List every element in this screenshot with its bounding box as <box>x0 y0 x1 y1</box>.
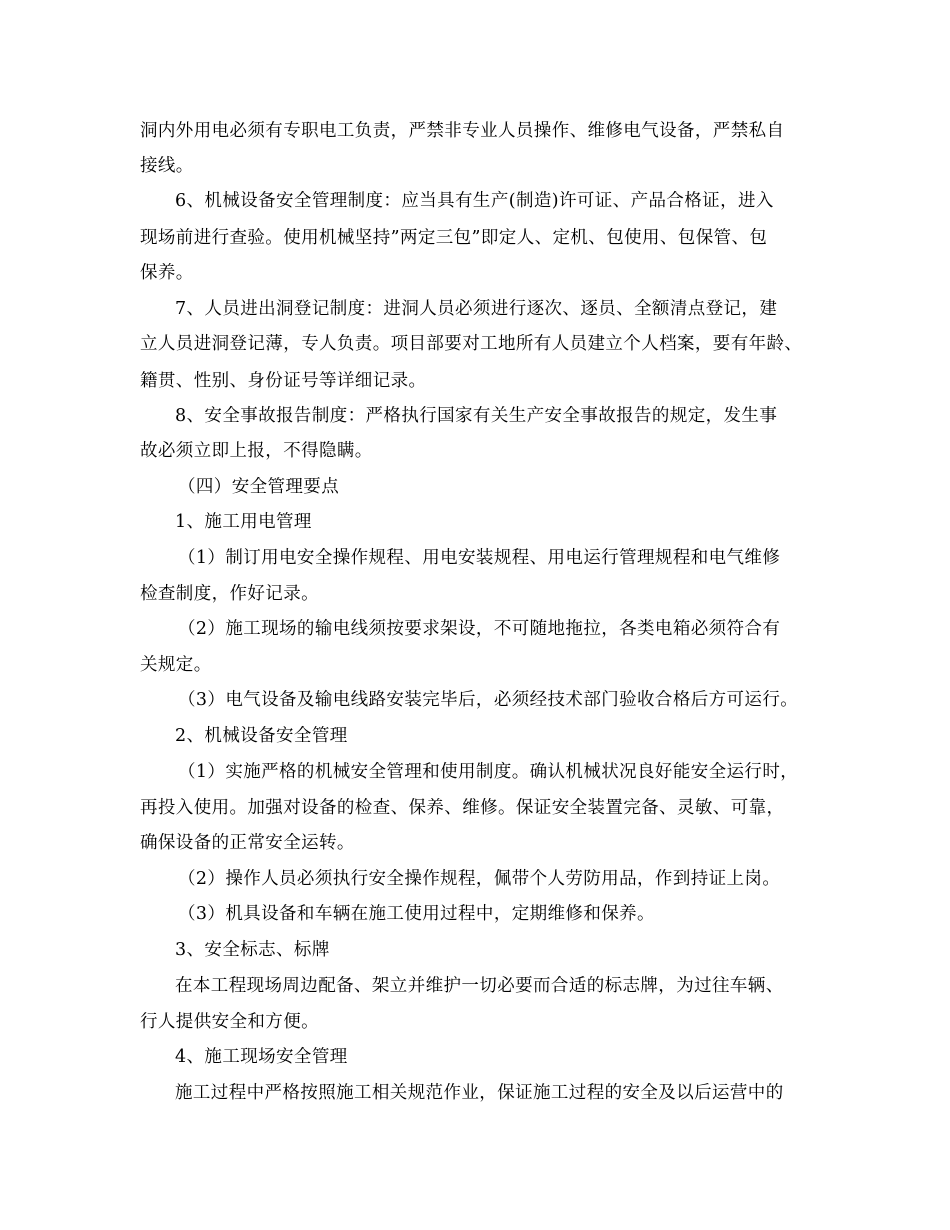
list-item: （2）施工现场的输电线须按要求架设，不可随地拖拉，各类电箱必须符合有 <box>178 619 781 639</box>
text-line: 洞内外用电必须有专职电工负责，严禁非专业人员操作、维修电气设备，严禁私自 <box>140 121 785 141</box>
text-line: 确保设备的正常安全运转。 <box>140 833 355 853</box>
subsection-heading-1: 1、施工用电管理 <box>175 512 312 532</box>
subsection-heading-2: 2、机械设备安全管理 <box>175 726 348 746</box>
text-line: 保养。 <box>140 263 194 283</box>
section-heading-4: （四）安全管理要点 <box>178 477 340 497</box>
text-line: 行人提供安全和方便。 <box>140 1012 319 1032</box>
list-item: （1）制订用电安全操作规程、用电安装规程、用电运行管理规程和电气维修 <box>178 548 781 568</box>
list-item: （2）操作人员必须执行安全操作规程，佩带个人劳防用品，作到持证上岗。 <box>178 869 781 889</box>
text-line: 检查制度，作好记录。 <box>140 584 319 604</box>
section-item-6: 6、机械设备安全管理制度：应当具有生产(制造)许可证、产品合格证，进入 <box>175 191 774 211</box>
list-item: （3）机具设备和车辆在施工使用过程中，定期维修和保养。 <box>178 904 655 924</box>
text-line: 施工过程中严格按照施工相关规范作业，保证施工过程的安全及以后运营中的 <box>175 1083 784 1103</box>
text-line: 现场前进行查验。使用机械坚持”两定三包”即定人、定机、包使用、包保管、包 <box>140 228 768 248</box>
text-line: 故必须立即上报，不得隐瞒。 <box>140 441 373 461</box>
section-item-8: 8、安全事故报告制度：严格执行国家有关生产安全事故报告的规定，发生事 <box>175 406 778 426</box>
section-item-7: 7、人员进出洞登记制度：进洞人员必须进行逐次、逐员、全额清点登记，建 <box>175 299 778 319</box>
text-line: 再投入使用。加强对设备的检查、保养、维修。保证安全装置完备、灵敏、可靠， <box>140 798 785 818</box>
text-line: 在本工程现场周边配备、架立并维护一切必要而合适的标志牌，为过往车辆、 <box>175 976 784 996</box>
text-line: 籍贯、性别、身份证号等详细记录。 <box>140 371 427 391</box>
text-line: 立人员进洞登记薄，专人负责。项目部要对工地所有人员建立个人档案，要有年龄、 <box>140 334 803 354</box>
text-line: 关规定。 <box>140 655 212 675</box>
subsection-heading-4: 4、施工现场安全管理 <box>175 1047 348 1067</box>
list-item: （3）电气设备及输电线路安装完毕后，必须经技术部门验收合格后方可运行。 <box>178 690 799 710</box>
subsection-heading-3: 3、安全标志、标牌 <box>175 940 330 960</box>
list-item: （1）实施严格的机械安全管理和使用制度。确认机械状况良好能安全运行时， <box>178 762 799 782</box>
text-line: 接线。 <box>140 156 194 176</box>
